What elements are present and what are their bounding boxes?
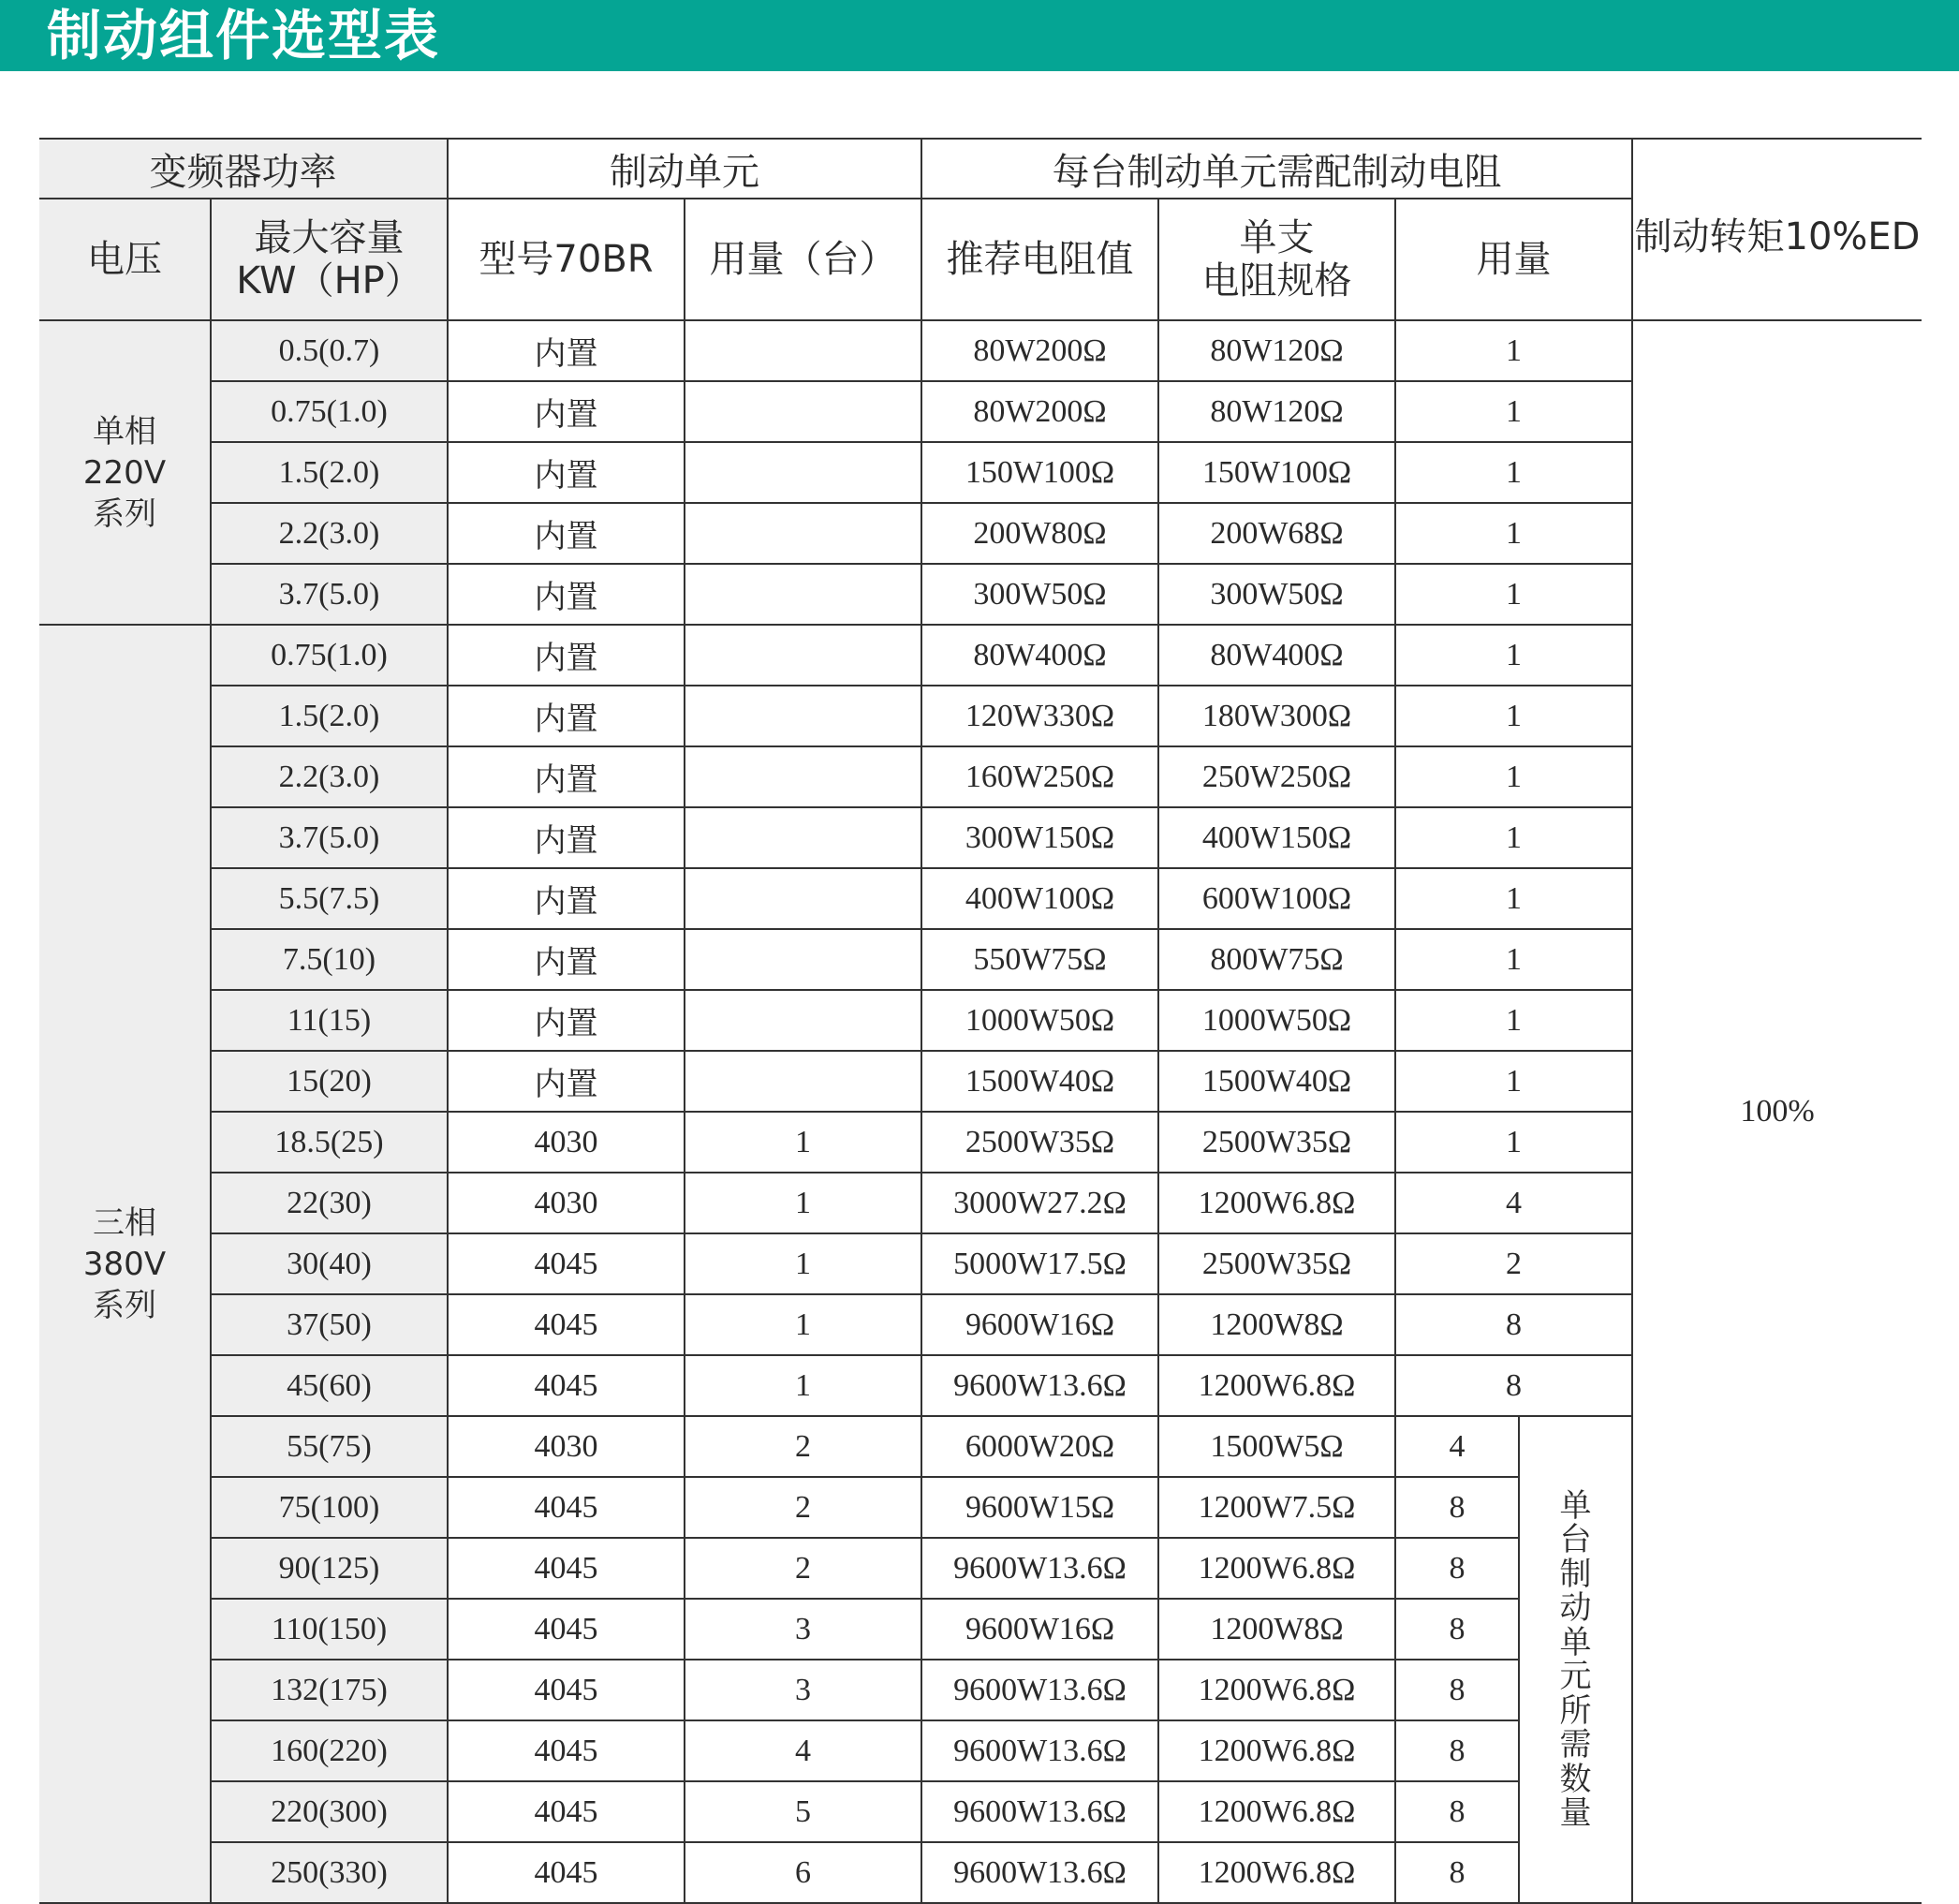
unit-qty-cell — [685, 990, 921, 1051]
model-cell: 4030 — [448, 1173, 685, 1233]
capacity-cell: 110(150) — [211, 1599, 448, 1660]
recommended-value-cell: 120W330Ω — [921, 686, 1158, 746]
resistor-qty-cell: 1 — [1395, 442, 1632, 503]
unit-qty-cell — [685, 442, 921, 503]
unit-qty-cell: 1 — [685, 1233, 921, 1294]
resistor-qty-cell: 8 — [1395, 1660, 1519, 1720]
capacity-cell: 7.5(10) — [211, 929, 448, 990]
model-cell: 4045 — [448, 1660, 685, 1720]
resistor-spec-cell: 1200W6.8Ω — [1158, 1781, 1395, 1842]
model-cell: 内置 — [448, 320, 685, 381]
capacity-cell: 22(30) — [211, 1173, 448, 1233]
recommended-value-cell: 1000W50Ω — [921, 990, 1158, 1051]
model-cell: 内置 — [448, 807, 685, 868]
recommended-value-cell: 5000W17.5Ω — [921, 1233, 1158, 1294]
unit-qty-cell: 2 — [685, 1416, 921, 1477]
unit-qty-cell: 4 — [685, 1720, 921, 1781]
vertical-note — [1519, 1416, 1632, 1903]
capacity-cell: 250(330) — [211, 1842, 448, 1903]
capacity-cell: 1.5(2.0) — [211, 686, 448, 746]
resistor-qty-cell: 2 — [1395, 1233, 1632, 1294]
unit-qty-cell — [685, 320, 921, 381]
unit-qty-cell — [685, 868, 921, 929]
capacity-cell: 45(60) — [211, 1355, 448, 1416]
model-cell: 4045 — [448, 1781, 685, 1842]
model-cell: 4045 — [448, 1538, 685, 1599]
resistor-qty-cell: 1 — [1395, 807, 1632, 868]
resistor-spec-cell: 1200W6.8Ω — [1158, 1842, 1395, 1903]
resistor-qty-cell: 8 — [1395, 1538, 1519, 1599]
header-row-1 — [39, 139, 1922, 199]
model-cell: 4045 — [448, 1233, 685, 1294]
recommended-value-cell: 9600W13.6Ω — [921, 1781, 1158, 1842]
model-cell: 4030 — [448, 1416, 685, 1477]
unit-qty-cell: 3 — [685, 1599, 921, 1660]
capacity-cell: 30(40) — [211, 1233, 448, 1294]
voltage-group-three-line: 系列 — [93, 1286, 156, 1324]
capacity-cell: 3.7(5.0) — [211, 807, 448, 868]
resistor-qty-cell: 1 — [1395, 868, 1632, 929]
recommended-value-cell: 9600W15Ω — [921, 1477, 1158, 1538]
capacity-cell: 132(175) — [211, 1660, 448, 1720]
resistor-qty-cell: 8 — [1395, 1294, 1632, 1355]
resistor-qty-cell: 8 — [1395, 1477, 1519, 1538]
resistor-spec-cell: 300W50Ω — [1158, 564, 1395, 625]
unit-qty-cell: 2 — [685, 1538, 921, 1599]
model-cell: 4045 — [448, 1294, 685, 1355]
unit-qty-cell: 3 — [685, 1660, 921, 1720]
resistor-qty-cell: 1 — [1395, 564, 1632, 625]
capacity-cell: 90(125) — [211, 1538, 448, 1599]
recommended-value-cell: 9600W13.6Ω — [921, 1355, 1158, 1416]
header-spec-line1: 单支 — [1239, 216, 1315, 259]
header-voltage: 电压 — [39, 199, 211, 320]
capacity-cell: 160(220) — [211, 1720, 448, 1781]
resistor-spec-cell: 250W250Ω — [1158, 746, 1395, 807]
header-capacity — [211, 199, 448, 320]
unit-qty-cell: 1 — [685, 1355, 921, 1416]
recommended-value-cell: 550W75Ω — [921, 929, 1158, 990]
resistor-qty-cell: 1 — [1395, 686, 1632, 746]
header-resistor: 每台制动单元需配制动电阻 — [921, 139, 1632, 199]
resistor-spec-cell: 1200W6.8Ω — [1158, 1538, 1395, 1599]
recommended-value-cell: 80W200Ω — [921, 381, 1158, 442]
model-cell: 内置 — [448, 381, 685, 442]
model-cell: 4045 — [448, 1599, 685, 1660]
model-cell: 内置 — [448, 929, 685, 990]
capacity-cell: 2.2(3.0) — [211, 503, 448, 564]
capacity-cell: 3.7(5.0) — [211, 564, 448, 625]
resistor-qty-cell: 1 — [1395, 625, 1632, 686]
unit-qty-cell — [685, 807, 921, 868]
title-banner — [0, 0, 1959, 71]
resistor-spec-cell: 1200W7.5Ω — [1158, 1477, 1395, 1538]
model-cell: 内置 — [448, 564, 685, 625]
vertical-note-text: 单台制动单元所需数量 — [1559, 1486, 1592, 1832]
recommended-value-cell: 400W100Ω — [921, 868, 1158, 929]
resistor-spec-cell: 2500W35Ω — [1158, 1112, 1395, 1173]
resistor-qty-cell: 1 — [1395, 1112, 1632, 1173]
header-brake-unit: 制动单元 — [448, 139, 921, 199]
resistor-spec-cell: 2500W35Ω — [1158, 1233, 1395, 1294]
unit-qty-cell — [685, 564, 921, 625]
header-torque: 制动转矩10%ED — [1632, 139, 1922, 320]
resistor-spec-cell: 1500W5Ω — [1158, 1416, 1395, 1477]
capacity-cell: 1.5(2.0) — [211, 442, 448, 503]
recommended-value-cell: 200W80Ω — [921, 503, 1158, 564]
recommended-value-cell: 1500W40Ω — [921, 1051, 1158, 1112]
resistor-qty-cell: 8 — [1395, 1781, 1519, 1842]
model-cell: 4045 — [448, 1842, 685, 1903]
capacity-cell: 18.5(25) — [211, 1112, 448, 1173]
header-inverter-power: 变频器功率 — [39, 139, 448, 199]
unit-qty-cell — [685, 625, 921, 686]
model-cell: 内置 — [448, 503, 685, 564]
header-resistor-qty: 用量 — [1395, 199, 1632, 320]
resistor-qty-cell: 1 — [1395, 503, 1632, 564]
model-cell: 内置 — [448, 625, 685, 686]
model-cell: 内置 — [448, 746, 685, 807]
resistor-qty-cell: 8 — [1395, 1720, 1519, 1781]
model-cell: 内置 — [448, 990, 685, 1051]
table-row — [39, 320, 1922, 381]
voltage-group-three — [39, 625, 211, 1903]
resistor-qty-cell: 8 — [1395, 1599, 1519, 1660]
torque-value: 100% — [1632, 320, 1922, 1903]
resistor-spec-cell: 150W100Ω — [1158, 442, 1395, 503]
resistor-spec-cell: 400W150Ω — [1158, 807, 1395, 868]
resistor-spec-cell: 80W120Ω — [1158, 320, 1395, 381]
resistor-spec-cell: 600W100Ω — [1158, 868, 1395, 929]
recommended-value-cell: 80W200Ω — [921, 320, 1158, 381]
unit-qty-cell — [685, 929, 921, 990]
voltage-group-single-line: 系列 — [93, 494, 156, 533]
voltage-group-single — [39, 320, 211, 625]
resistor-spec-cell: 1000W50Ω — [1158, 990, 1395, 1051]
recommended-value-cell: 300W150Ω — [921, 807, 1158, 868]
recommended-value-cell: 300W50Ω — [921, 564, 1158, 625]
model-cell: 4045 — [448, 1355, 685, 1416]
resistor-qty-cell: 1 — [1395, 1051, 1632, 1112]
page-title: 制动组件选型表 — [47, 4, 441, 67]
resistor-qty-cell: 4 — [1395, 1173, 1632, 1233]
capacity-cell: 220(300) — [211, 1781, 448, 1842]
model-cell: 内置 — [448, 1051, 685, 1112]
model-cell: 内置 — [448, 686, 685, 746]
capacity-cell: 5.5(7.5) — [211, 868, 448, 929]
resistor-qty-cell: 1 — [1395, 929, 1632, 990]
recommended-value-cell: 150W100Ω — [921, 442, 1158, 503]
header-spec-line2: 电阻规格 — [1201, 259, 1352, 303]
unit-qty-cell — [685, 503, 921, 564]
resistor-spec-cell: 1200W6.8Ω — [1158, 1720, 1395, 1781]
recommended-value-cell: 9600W13.6Ω — [921, 1842, 1158, 1903]
resistor-qty-cell: 1 — [1395, 990, 1632, 1051]
recommended-value-cell: 80W400Ω — [921, 625, 1158, 686]
resistor-spec-cell: 1200W6.8Ω — [1158, 1355, 1395, 1416]
resistor-spec-cell: 1500W40Ω — [1158, 1051, 1395, 1112]
recommended-value-cell: 9600W16Ω — [921, 1599, 1158, 1660]
model-cell: 4045 — [448, 1477, 685, 1538]
capacity-cell: 75(100) — [211, 1477, 448, 1538]
unit-qty-cell: 1 — [685, 1112, 921, 1173]
recommended-value-cell: 9600W16Ω — [921, 1294, 1158, 1355]
header-capacity-line2: KW（HP） — [236, 259, 422, 303]
unit-qty-cell — [685, 746, 921, 807]
voltage-group-single-line: 220V — [82, 453, 167, 492]
unit-qty-cell: 1 — [685, 1294, 921, 1355]
resistor-qty-cell: 8 — [1395, 1842, 1519, 1903]
capacity-cell: 0.5(0.7) — [211, 320, 448, 381]
header-recommended-value: 推荐电阻值 — [921, 199, 1158, 320]
unit-qty-cell — [685, 1051, 921, 1112]
voltage-group-single-line: 单相 — [93, 412, 156, 450]
voltage-group-three-line: 380V — [82, 1245, 167, 1283]
resistor-spec-cell: 180W300Ω — [1158, 686, 1395, 746]
resistor-spec-cell: 800W75Ω — [1158, 929, 1395, 990]
resistor-spec-cell: 200W68Ω — [1158, 503, 1395, 564]
recommended-value-cell: 160W250Ω — [921, 746, 1158, 807]
resistor-qty-cell: 1 — [1395, 320, 1632, 381]
capacity-cell: 0.75(1.0) — [211, 381, 448, 442]
capacity-cell: 55(75) — [211, 1416, 448, 1477]
header-resistor-spec — [1158, 199, 1395, 320]
resistor-qty-cell: 1 — [1395, 381, 1632, 442]
recommended-value-cell: 3000W27.2Ω — [921, 1173, 1158, 1233]
resistor-spec-cell: 80W400Ω — [1158, 625, 1395, 686]
recommended-value-cell: 9600W13.6Ω — [921, 1660, 1158, 1720]
capacity-cell: 11(15) — [211, 990, 448, 1051]
recommended-value-cell: 9600W13.6Ω — [921, 1538, 1158, 1599]
resistor-qty-cell: 1 — [1395, 746, 1632, 807]
header-model: 型号70BR — [448, 199, 685, 320]
header-capacity-line1: 最大容量 — [254, 216, 405, 259]
model-cell: 4045 — [448, 1720, 685, 1781]
recommended-value-cell: 9600W13.6Ω — [921, 1720, 1158, 1781]
capacity-cell: 2.2(3.0) — [211, 746, 448, 807]
unit-qty-cell: 6 — [685, 1842, 921, 1903]
header-unit-qty: 用量（台） — [685, 199, 921, 320]
model-cell: 内置 — [448, 442, 685, 503]
resistor-qty-cell: 8 — [1395, 1355, 1632, 1416]
recommended-value-cell: 6000W20Ω — [921, 1416, 1158, 1477]
unit-qty-cell: 1 — [685, 1173, 921, 1233]
resistor-spec-cell: 1200W6.8Ω — [1158, 1173, 1395, 1233]
resistor-spec-cell: 80W120Ω — [1158, 381, 1395, 442]
capacity-cell: 0.75(1.0) — [211, 625, 448, 686]
capacity-cell: 15(20) — [211, 1051, 448, 1112]
brake-selection-table — [39, 138, 1922, 1904]
capacity-cell: 37(50) — [211, 1294, 448, 1355]
resistor-spec-cell: 1200W8Ω — [1158, 1294, 1395, 1355]
resistor-qty-cell: 4 — [1395, 1416, 1519, 1477]
unit-qty-cell — [685, 381, 921, 442]
resistor-spec-cell: 1200W8Ω — [1158, 1599, 1395, 1660]
voltage-group-three-line: 三相 — [93, 1203, 156, 1242]
unit-qty-cell: 2 — [685, 1477, 921, 1538]
unit-qty-cell — [685, 686, 921, 746]
unit-qty-cell: 5 — [685, 1781, 921, 1842]
recommended-value-cell: 2500W35Ω — [921, 1112, 1158, 1173]
model-cell: 4030 — [448, 1112, 685, 1173]
model-cell: 内置 — [448, 868, 685, 929]
resistor-spec-cell: 1200W6.8Ω — [1158, 1660, 1395, 1720]
